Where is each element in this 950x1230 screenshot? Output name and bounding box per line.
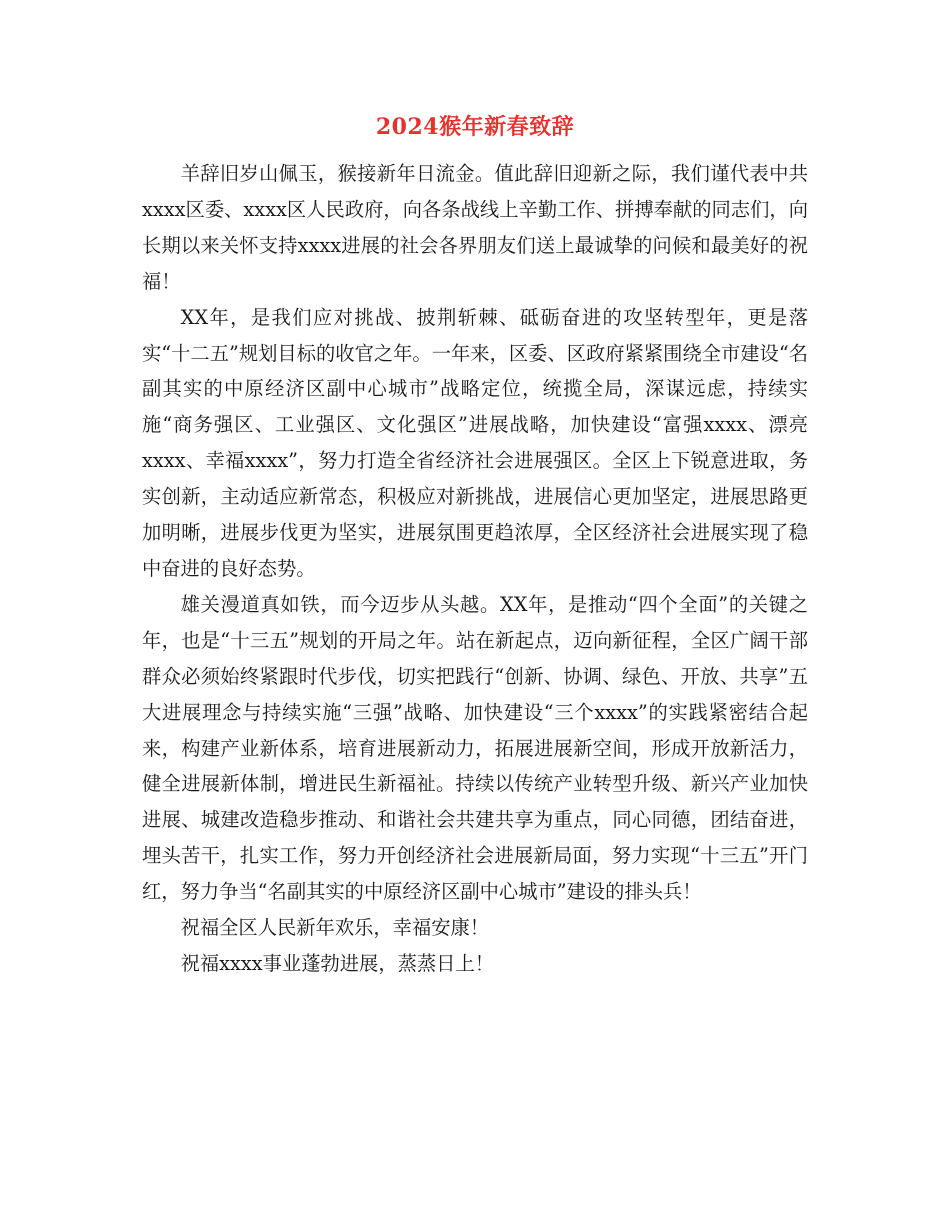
paragraph-wish-people: 祝福全区人民新年欢乐，幸福安康！ xyxy=(180,916,490,940)
paragraph-outlook: 雄关漫道真如铁，而今迈步从头越。XX年，是推动“四个全面”的关键之年，也是“十三五”规划的开局之年。站在新起点，迈向新征程，全区广阔干部群众必须始终紧跟时代步伐，切实把践行“创新、协调、绿色、开放、共享”五大进展理念与持续实施“三强”战略、加快建设“三个xxxx”的实践紧密结合起来，构建产业新体系，培育进展新动力，拓展进展新空间，形成开放新活力，健全进展新体制，增进民生新福祉。持续以传统产业转型升级、新兴产业加快进展、城建改造稳步推动、和谐社会共建共享为重点，同心同德，团结奋进，埋头苦干，扎实工作，努力开创经济社会进展新局面，努力实现“十三五”开门红，努力争当“名副其实的中原经济区副中心城市”建设的排头兵！ xyxy=(142,592,808,904)
document-body xyxy=(142,156,808,982)
paragraph-review: XX年，是我们应对挑战、披荆斩棘、砥砺奋进的攻坚转型年，更是落实“十二五”规划目标的收官之年。一年来，区委、区政府紧紧围绕全市建设“名副其实的中原经济区副中心城市”战略定位，统揽全局，深谋远虑，持续实施“商务强区、工业强区、文化强区”进展战略，加快建设“富强xxxx、漂亮xxxx、幸福xxxx”，努力打造全省经济社会进展强区。全区上下锐意进取，务实创新，主动适应新常态，积极应对新挑战，进展信心更加坚定，进展思路更加明晰，进展步伐更为坚实，进展氛围更趋浓厚，全区经济社会进展实现了稳中奋进的良好态势。 xyxy=(142,305,808,580)
paragraph-wish-career: 祝福xxxx事业蓬勃进展，蒸蒸日上！ xyxy=(180,951,495,975)
document-title: 2024猴年新春致辞 xyxy=(375,114,575,140)
paragraph-greeting: 羊辞旧岁山佩玉，猴接新年日流金。值此辞旧迎新之际，我们谨代表中共xxxx区委、xxxx区人民政府，向各条战线上辛勤工作、拼搏奉献的同志们，向长期以来关怀支持xxxx进展的社会各界朋友们送上最诚挚的问候和最美好的祝福！ xyxy=(142,162,808,293)
